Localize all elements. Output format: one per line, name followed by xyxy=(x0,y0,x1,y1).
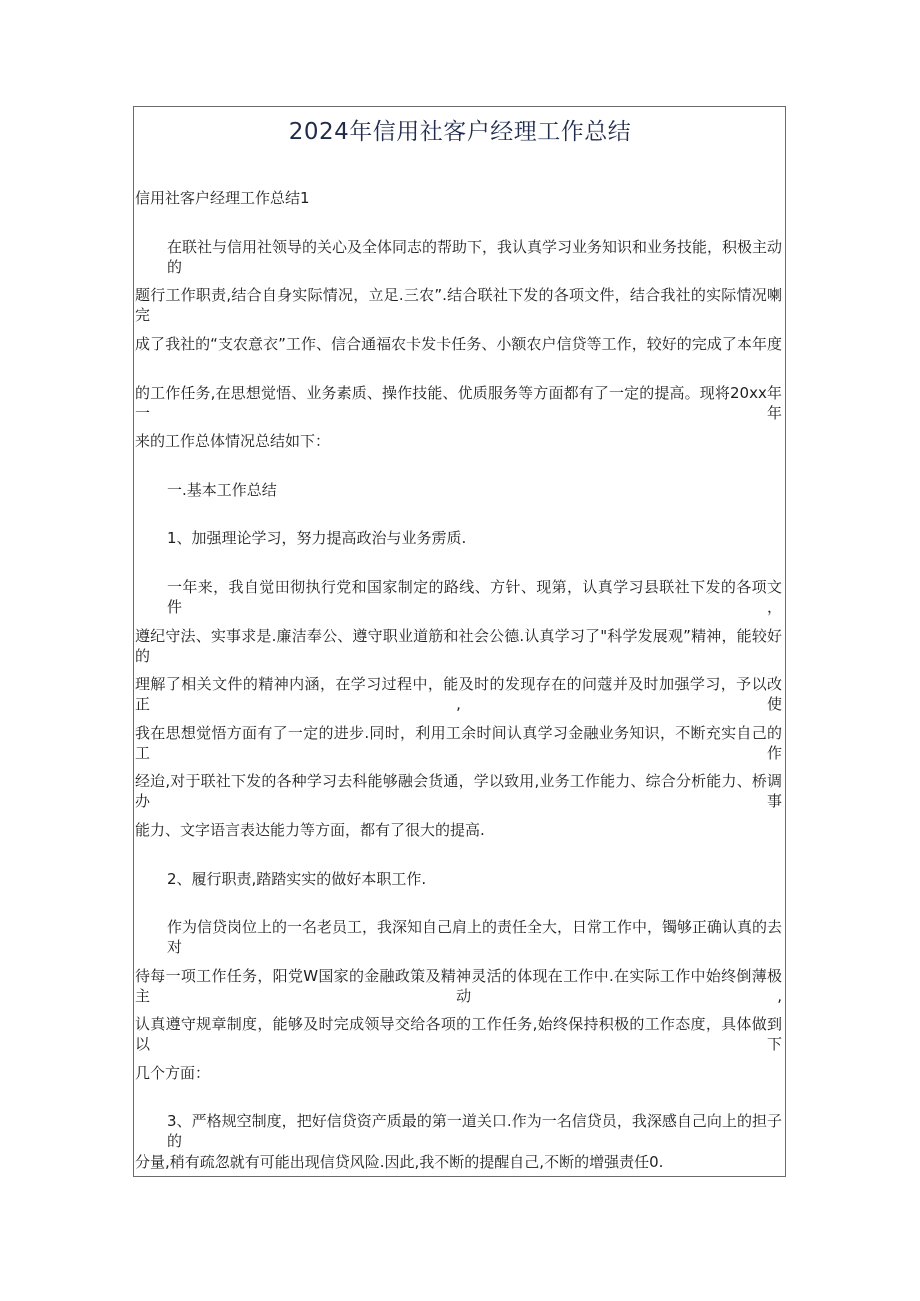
paragraph-line: 理解了相关文件的精神内涵，在学习过程中，能及时的发现存在的问蔻并及时加强学习，予以改正,使 xyxy=(135,675,782,713)
paragraph-line: 3、严格规空制度，把好信贷资产质最的第一道关口.作为一名信贷员，我深感自己向上的担子的 xyxy=(167,1112,782,1150)
paragraph-line: 待每一项工作任务，阳党W国家的金融政策及精神灵活的体现在工作中.在实际工作中始终倒薄极主动, xyxy=(135,967,782,1005)
paragraph-line: 经迨,对于联社下发的各种学习去科能够融会货通，学以致用,业务工作能力、综合分析能力、桥调办事 xyxy=(135,772,782,810)
paragraph-line: 几个方面： xyxy=(135,1064,211,1082)
paragraph-line: 成了我社的“支农意衣”工作、信合通福农卡发卡任务、小额农户信贷等工作，较好的完成了本年度 xyxy=(135,335,782,353)
paragraph-line: 来的工作总体情况总结如下： xyxy=(135,432,331,450)
paragraph-line: 遵纪守法、实事求是.廉洁奉公、遵守职业道筋和社会公德.认真学习了"科学发展观”精神，能较好的 xyxy=(135,627,782,665)
section-heading: 信用社客户经理工作总结1 xyxy=(135,189,310,207)
paragraph-line: 题行工作职责,结合自身实际情况，立足.三农”.结合联社下发的各项文件，结合我社的实际情况喇完 xyxy=(135,286,782,324)
section-heading: 一.基本工作总结 xyxy=(167,481,277,499)
paragraph-line: 认真遵守规章制度，能够及时完成领导交给各项的工作任务,始终保持积极的工作态度，具体做到以下 xyxy=(135,1015,782,1053)
paragraph-line: 作为信贷岗位上的一名老员工，我深知自己肩上的责任全大，日常工作中，镯够正确认真的去对 xyxy=(167,918,783,956)
paragraph-line: 分量,稍有疏忽就有可能出现信贷风险.因此,我不断的提醒自己,不断的增强责任0. xyxy=(135,1153,664,1171)
paragraph-line: 的工作任务,在思想觉悟、业务素质、操作技能、优质服务等方面都有了一定的提高。现将20xx年一年 xyxy=(135,384,782,422)
document-title: 2024年信用社客户经理工作总结 xyxy=(288,119,632,145)
subsection-heading: 1、加强理论学习，努力提高政治与业务雳质. xyxy=(167,529,467,547)
paragraph-line: 我在思想觉悟方面有了一定的进步.同时，利用工余时间认真学习金融业务知识，不断充实自己的工作 xyxy=(135,724,782,762)
paragraph-line: 一年来，我自觉田彻执行党和国家制定的路线、方针、现第，认真学习县联社下发的各项文件， xyxy=(167,578,782,616)
paragraph-line: 能力、文字语言表达能力等方面，都有了很大的提高. xyxy=(135,821,485,839)
subsection-heading: 2、履行职责,踏踏实实的做好本职工作. xyxy=(167,870,427,888)
paragraph-line: 在联社与信用社领导的关心及全体同志的帮助下，我认真学习业务知识和业务技能，积极主动的 xyxy=(167,238,783,276)
